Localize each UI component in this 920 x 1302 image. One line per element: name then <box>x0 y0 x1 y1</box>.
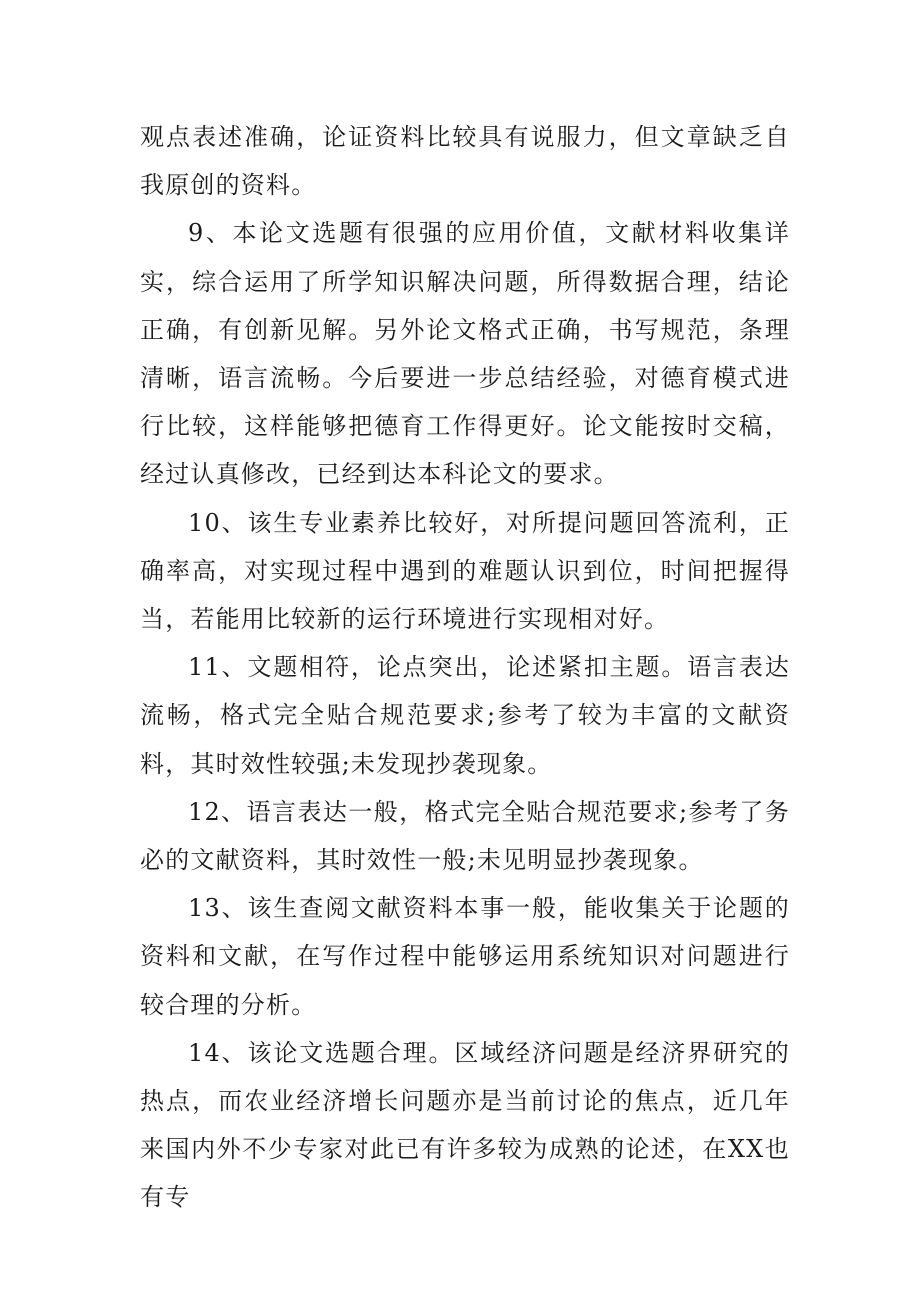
paragraph-item-11: 11、文题相符，论点突出，论述紧扣主题。语言表达流畅，格式完全贴合规范要求;参考了较为丰富的文献资料，其时效性较强;未发现抄袭现象。 <box>140 653 790 778</box>
paragraph-item-12: 12、语言表达一般，格式完全贴合规范要求;参考了务必的文献资料，其时效性一般;未见明显抄袭现象。 <box>140 797 790 875</box>
paragraph-item-9: 9、本论文选题有很强的应用价值，文献材料收集详实，综合运用了所学知识解决问题，所得数据合理，结论正确，有创新见解。另外论文格式正确，书写规范，条理清晰，语言流畅。今后要进一步总结经验，对德育模式进行比较，这样能够把德育工作得更好。论文能按时交稿，经过认真修改，已经到达本科论文的要求。 <box>140 219 790 489</box>
document-body <box>140 113 790 1222</box>
paragraph-item-14: 14、该论文选题合理。区域经济问题是经济界研究的热点，而农业经济增长问题亦是当前讨论的焦点，近几年来国内外不少专家对此已有许多较为成熟的论述，在XX也有专 <box>140 1038 790 1212</box>
paragraph-item-13: 13、该生查阅文献资料本事一般，能收集关于论题的资料和文献，在写作过程中能够运用系统知识对问题进行较合理的分析。 <box>140 894 790 1019</box>
paragraph-continuation: 观点表述准确，论证资料比较具有说服力，但文章缺乏自我原创的资料。 <box>140 123 790 200</box>
paragraph-item-10: 10、该生专业素养比较好，对所提问题回答流利，正确率高，对实现过程中遇到的难题认识到位，时间把握得当，若能用比较新的运行环境进行实现相对好。 <box>140 508 790 634</box>
